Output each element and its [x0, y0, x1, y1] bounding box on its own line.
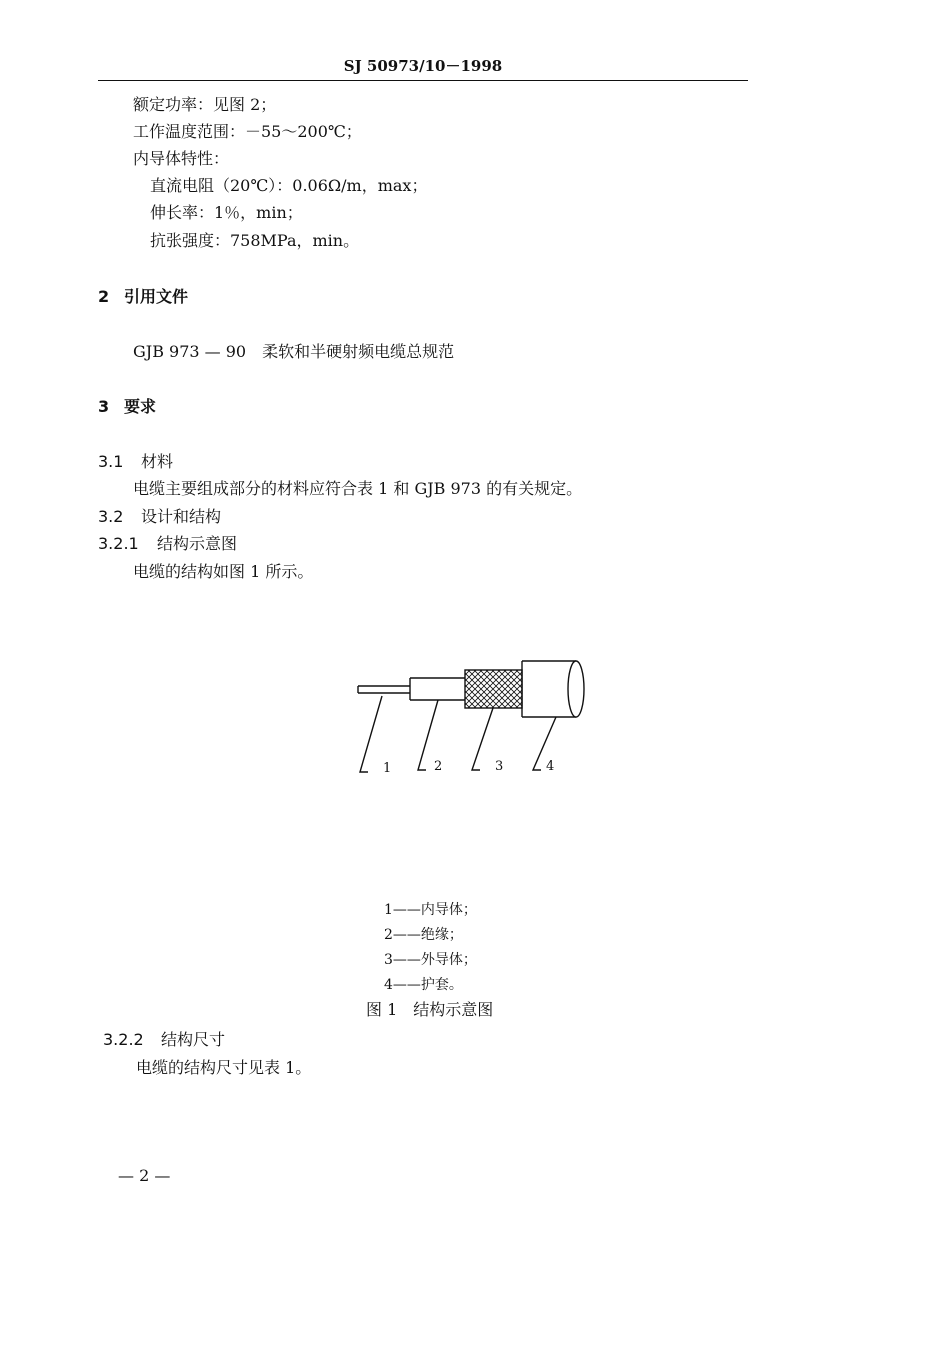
- insulation-shape: [410, 678, 465, 700]
- inner-conductor-shape: [358, 686, 410, 693]
- spec-dc-resistance: 直流电阻（20℃）：0.06Ω/m，max；: [150, 176, 428, 195]
- section-3-number: 3: [98, 397, 110, 416]
- section-2-title: 引用文件: [124, 287, 189, 306]
- section-3-2-title: 设计和结构: [141, 507, 222, 526]
- figure-label-3: 3: [495, 759, 504, 774]
- legend-item-insulation: 2——绝缘；: [384, 927, 463, 943]
- section-3-2-1-text: 电缆的结构如图 1 所示。: [133, 562, 314, 581]
- figure-label-1: 1: [383, 761, 392, 776]
- spec-rated-power: 额定功率：见图 2；: [133, 95, 277, 114]
- spec-tensile-strength: 抗张强度：758MPa，min。: [150, 231, 360, 250]
- section-2-number: 2: [98, 287, 110, 306]
- section-3-2-1-title: 结构示意图: [157, 534, 238, 553]
- section-3-title: 要求: [124, 397, 157, 416]
- section-3-1-title: 材料: [141, 452, 174, 471]
- section-3-2-1-number: 3.2.1: [98, 534, 139, 553]
- page-number: — 2 —: [118, 1166, 171, 1185]
- section-3-1-text: 电缆主要组成部分的材料应符合表 1 和 GJB 973 的有关规定。: [133, 479, 583, 498]
- figure-label-4: 4: [546, 759, 555, 774]
- header-doc-number: SJ 50973/10－1998: [343, 57, 503, 75]
- figure-label-2: 2: [434, 759, 443, 774]
- legend-item-inner-conductor: 1——内导体；: [384, 902, 477, 918]
- section-3-2-2-text: 电缆的结构尺寸见表 1。: [136, 1058, 312, 1077]
- cable-structure-figure: [340, 650, 610, 785]
- section-3-2-number: 3.2: [98, 507, 124, 526]
- spec-inner-conductor-title: 内导体特性：: [133, 149, 230, 168]
- legend-item-outer-conductor: 3——外导体；: [384, 952, 477, 968]
- legend-item-jacket: 4——护套。: [384, 977, 463, 993]
- spec-operating-temp: 工作温度范围：－55～200℃；: [133, 122, 362, 141]
- header-rule: [98, 80, 748, 81]
- spec-elongation: 伸长率：1％，min；: [150, 203, 303, 222]
- section-2-reference: GJB 973 — 90 柔软和半硬射频电缆总规范: [133, 342, 455, 361]
- outer-conductor-shape: [465, 670, 522, 708]
- section-3-2-2-number: 3.2.2: [103, 1030, 144, 1049]
- figure-caption: 图 1 结构示意图: [366, 1000, 494, 1019]
- section-3-2-2-title: 结构尺寸: [161, 1030, 226, 1049]
- section-3-1-number: 3.1: [98, 452, 124, 471]
